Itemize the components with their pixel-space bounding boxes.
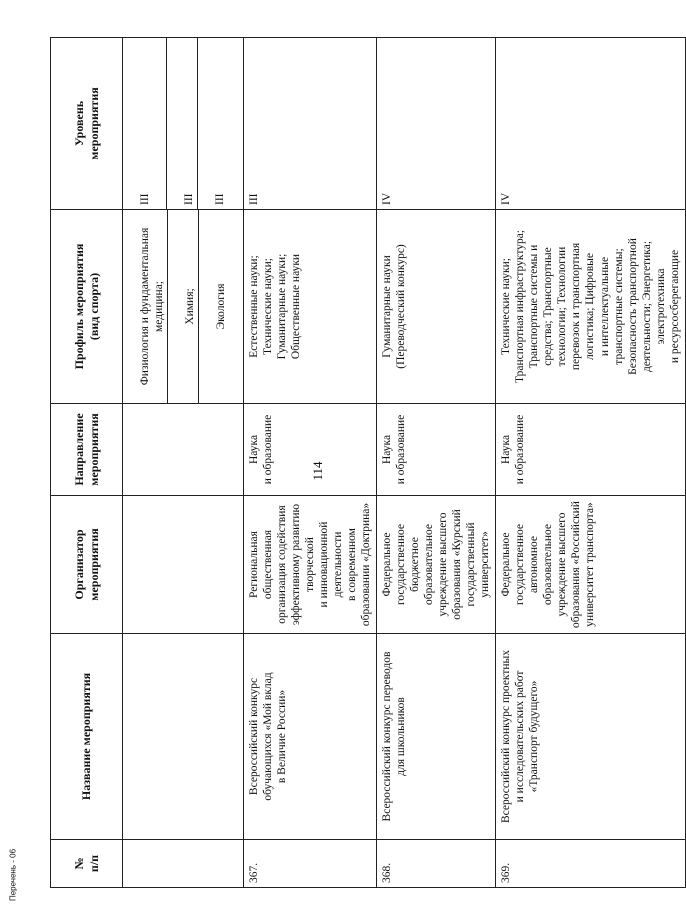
row-organizer: Региональная общественная организация содействия эффективному развитию творческой и инновационной деятельности в современном образовании «Доктрина» — [244, 496, 377, 634]
row-num: 369. — [496, 840, 686, 888]
row-level — [123, 38, 244, 210]
header-direction: Направление мероприятия — [51, 404, 123, 496]
row-level: IV — [496, 38, 686, 210]
level-entry: III — [181, 38, 198, 209]
row-organizer: Федеральное государственное автономное образовательное учреждение высшего образования «Российский университет транспорта» — [496, 496, 686, 634]
row-profile: Гуманитарные науки (Переводческий конкурс) — [377, 210, 496, 404]
row-name: Всероссийский конкурс обучающихся «Мой вклад в Величие России» — [244, 634, 377, 840]
row-level: IV — [377, 38, 496, 210]
events-table — [50, 37, 686, 888]
row-num: 368. — [377, 840, 496, 888]
table-row — [244, 38, 377, 888]
profile-entry: Химия; — [182, 210, 199, 403]
profile-entry: Экология — [215, 283, 228, 330]
table-header-row — [51, 38, 123, 888]
header-level: Уровень мероприятия — [51, 38, 123, 210]
row-profile: Технические науки; Транспортная инфраструктура; Транспортные системы и средства; Транспортные технологии; Технологии перевозок и транспортная логистика; Цифровые и интеллектуальные транспортные системы; Безопасность транспортной деятельности; Энергетика; электротехника и ресурсосберегающие — [496, 210, 686, 404]
header-name: Название мероприятия — [51, 634, 123, 840]
table-row — [377, 38, 496, 888]
row-name: Всероссийский конкурс переводов для школьников — [377, 634, 496, 840]
row-level: III — [244, 38, 377, 210]
row-organizer: Федеральное государственное бюджетное образовательное учреждение высшего образования «Курский государственный университет» — [377, 496, 496, 634]
table-row — [123, 38, 244, 888]
row-direction: Наука и образование — [496, 404, 686, 496]
row-direction: Наука и образование — [377, 404, 496, 496]
row-num — [123, 840, 244, 888]
page-number: 114 — [310, 461, 325, 481]
level-entry: III — [214, 193, 227, 205]
table-row — [496, 38, 686, 888]
header-num: № п/п — [51, 840, 123, 888]
header-organizer: Организатор мероприятия — [51, 496, 123, 634]
level-entry: III — [137, 38, 167, 209]
row-name — [123, 634, 244, 840]
header-profile: Профиль мероприятия (вид спорта) — [51, 210, 123, 404]
profile-entry: Физиология и фундаментальная медицина; — [137, 210, 168, 403]
row-name: Всероссийский конкурс проектных и исследовательских работ «Транспорт будущего» — [496, 634, 686, 840]
row-profile — [123, 210, 244, 404]
events-table-rotated — [50, 38, 681, 888]
row-profile: Естественные науки; Технические науки; Гуманитарные науки; Общественные науки — [244, 210, 377, 404]
row-organizer — [123, 496, 244, 634]
row-num: 367. — [244, 840, 377, 888]
row-direction — [123, 404, 244, 496]
row-direction: Наука и образование — [244, 404, 377, 496]
footer-text: Перечень - 06 — [8, 848, 18, 902]
